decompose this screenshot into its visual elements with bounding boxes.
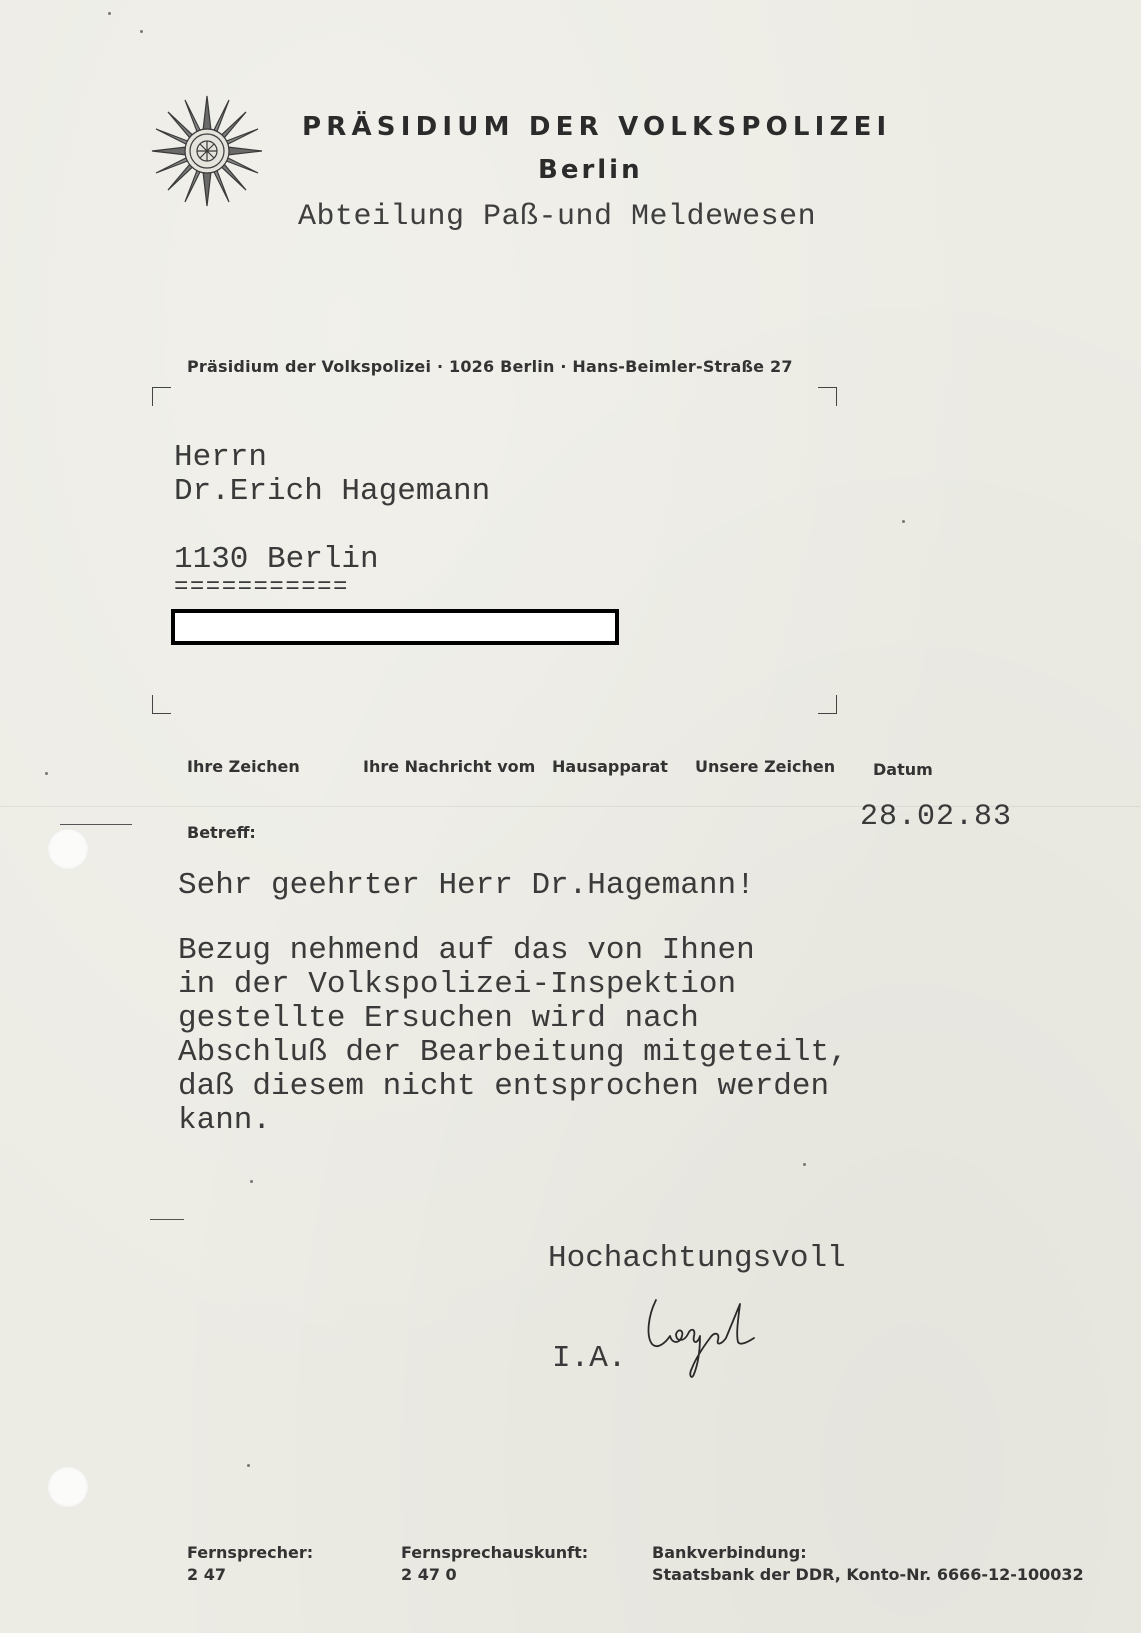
paper-speck: [140, 30, 143, 33]
fold-mark-upper: [60, 824, 132, 825]
recipient-name: Dr.Erich Hagemann: [174, 474, 491, 509]
date-value: 28.02.83: [860, 800, 1013, 834]
letter-line: Bezug nehmend auf das von Ihnen: [178, 933, 755, 968]
punch-hole-upper: [47, 828, 89, 870]
footer-info-label: Fernsprechauskunft:: [401, 1543, 589, 1562]
letterhead-title: PRÄSIDIUM DER VOLKSPOLIZEI: [302, 112, 892, 142]
paper-speck: [902, 520, 905, 523]
label-ihre-zeichen: Ihre Zeichen: [187, 757, 300, 776]
label-unsere-zeichen: Unsere Zeichen: [695, 757, 836, 776]
label-datum: Datum: [873, 760, 933, 779]
letter-closing: Hochachtungsvoll: [548, 1241, 846, 1276]
footer-info-value: 2 47 0: [401, 1565, 457, 1584]
footer-phone-label: Fernsprecher:: [187, 1543, 314, 1562]
recipient-city-underline: ===========: [174, 574, 349, 601]
paper-speck: [250, 1180, 253, 1183]
address-window-corner-top-right: [818, 387, 837, 406]
footer-bank-label: Bankverbindung:: [652, 1543, 807, 1562]
paper-speck: [247, 1464, 250, 1467]
label-hausapparat: Hausapparat: [552, 757, 668, 776]
return-address: Präsidium der Volkspolizei · 1026 Berlin · Hans-Beimler-Straße 27: [187, 357, 793, 376]
letter-line: kann.: [178, 1103, 272, 1138]
letter-line: daß diesem nicht entsprochen werden: [178, 1069, 830, 1104]
handwritten-signature: [644, 1298, 764, 1380]
recipient-salutation-line: Herrn: [174, 440, 268, 475]
redacted-street-address: [171, 609, 619, 645]
fold-mark-lower: [150, 1219, 184, 1220]
address-window-corner-bottom-left: [152, 695, 171, 714]
footer-phone-value: 2 47: [187, 1565, 226, 1584]
label-betreff: Betreff:: [187, 823, 256, 842]
paper-speck: [803, 1163, 806, 1166]
letter-line: Abschluß der Bearbeitung mitgeteilt,: [178, 1035, 848, 1070]
paper-speck: [108, 12, 111, 15]
letter-ia: I.A.: [552, 1341, 627, 1376]
address-window-corner-top-left: [152, 387, 171, 406]
letter-body: [178, 934, 848, 1138]
letterhead-city: Berlin: [538, 155, 643, 185]
paper-speck: [45, 772, 48, 775]
police-star-emblem-icon: [150, 94, 264, 208]
letterhead-department: Abteilung Paß-und Meldewesen: [298, 200, 817, 234]
letter-greeting: Sehr geehrter Herr Dr.Hagemann!: [178, 868, 755, 903]
letter-line: gestellte Ersuchen wird nach: [178, 1001, 699, 1036]
recipient-city: 1130 Berlin: [174, 542, 379, 577]
footer-bank-value: Staatsbank der DDR, Konto-Nr. 6666-12-100032: [652, 1565, 1084, 1584]
letter-line: in der Volkspolizei-Inspektion: [178, 967, 737, 1002]
punch-hole-lower: [47, 1466, 89, 1508]
address-window-corner-bottom-right: [818, 695, 837, 714]
label-ihre-nachricht-vom: Ihre Nachricht vom: [363, 757, 536, 776]
